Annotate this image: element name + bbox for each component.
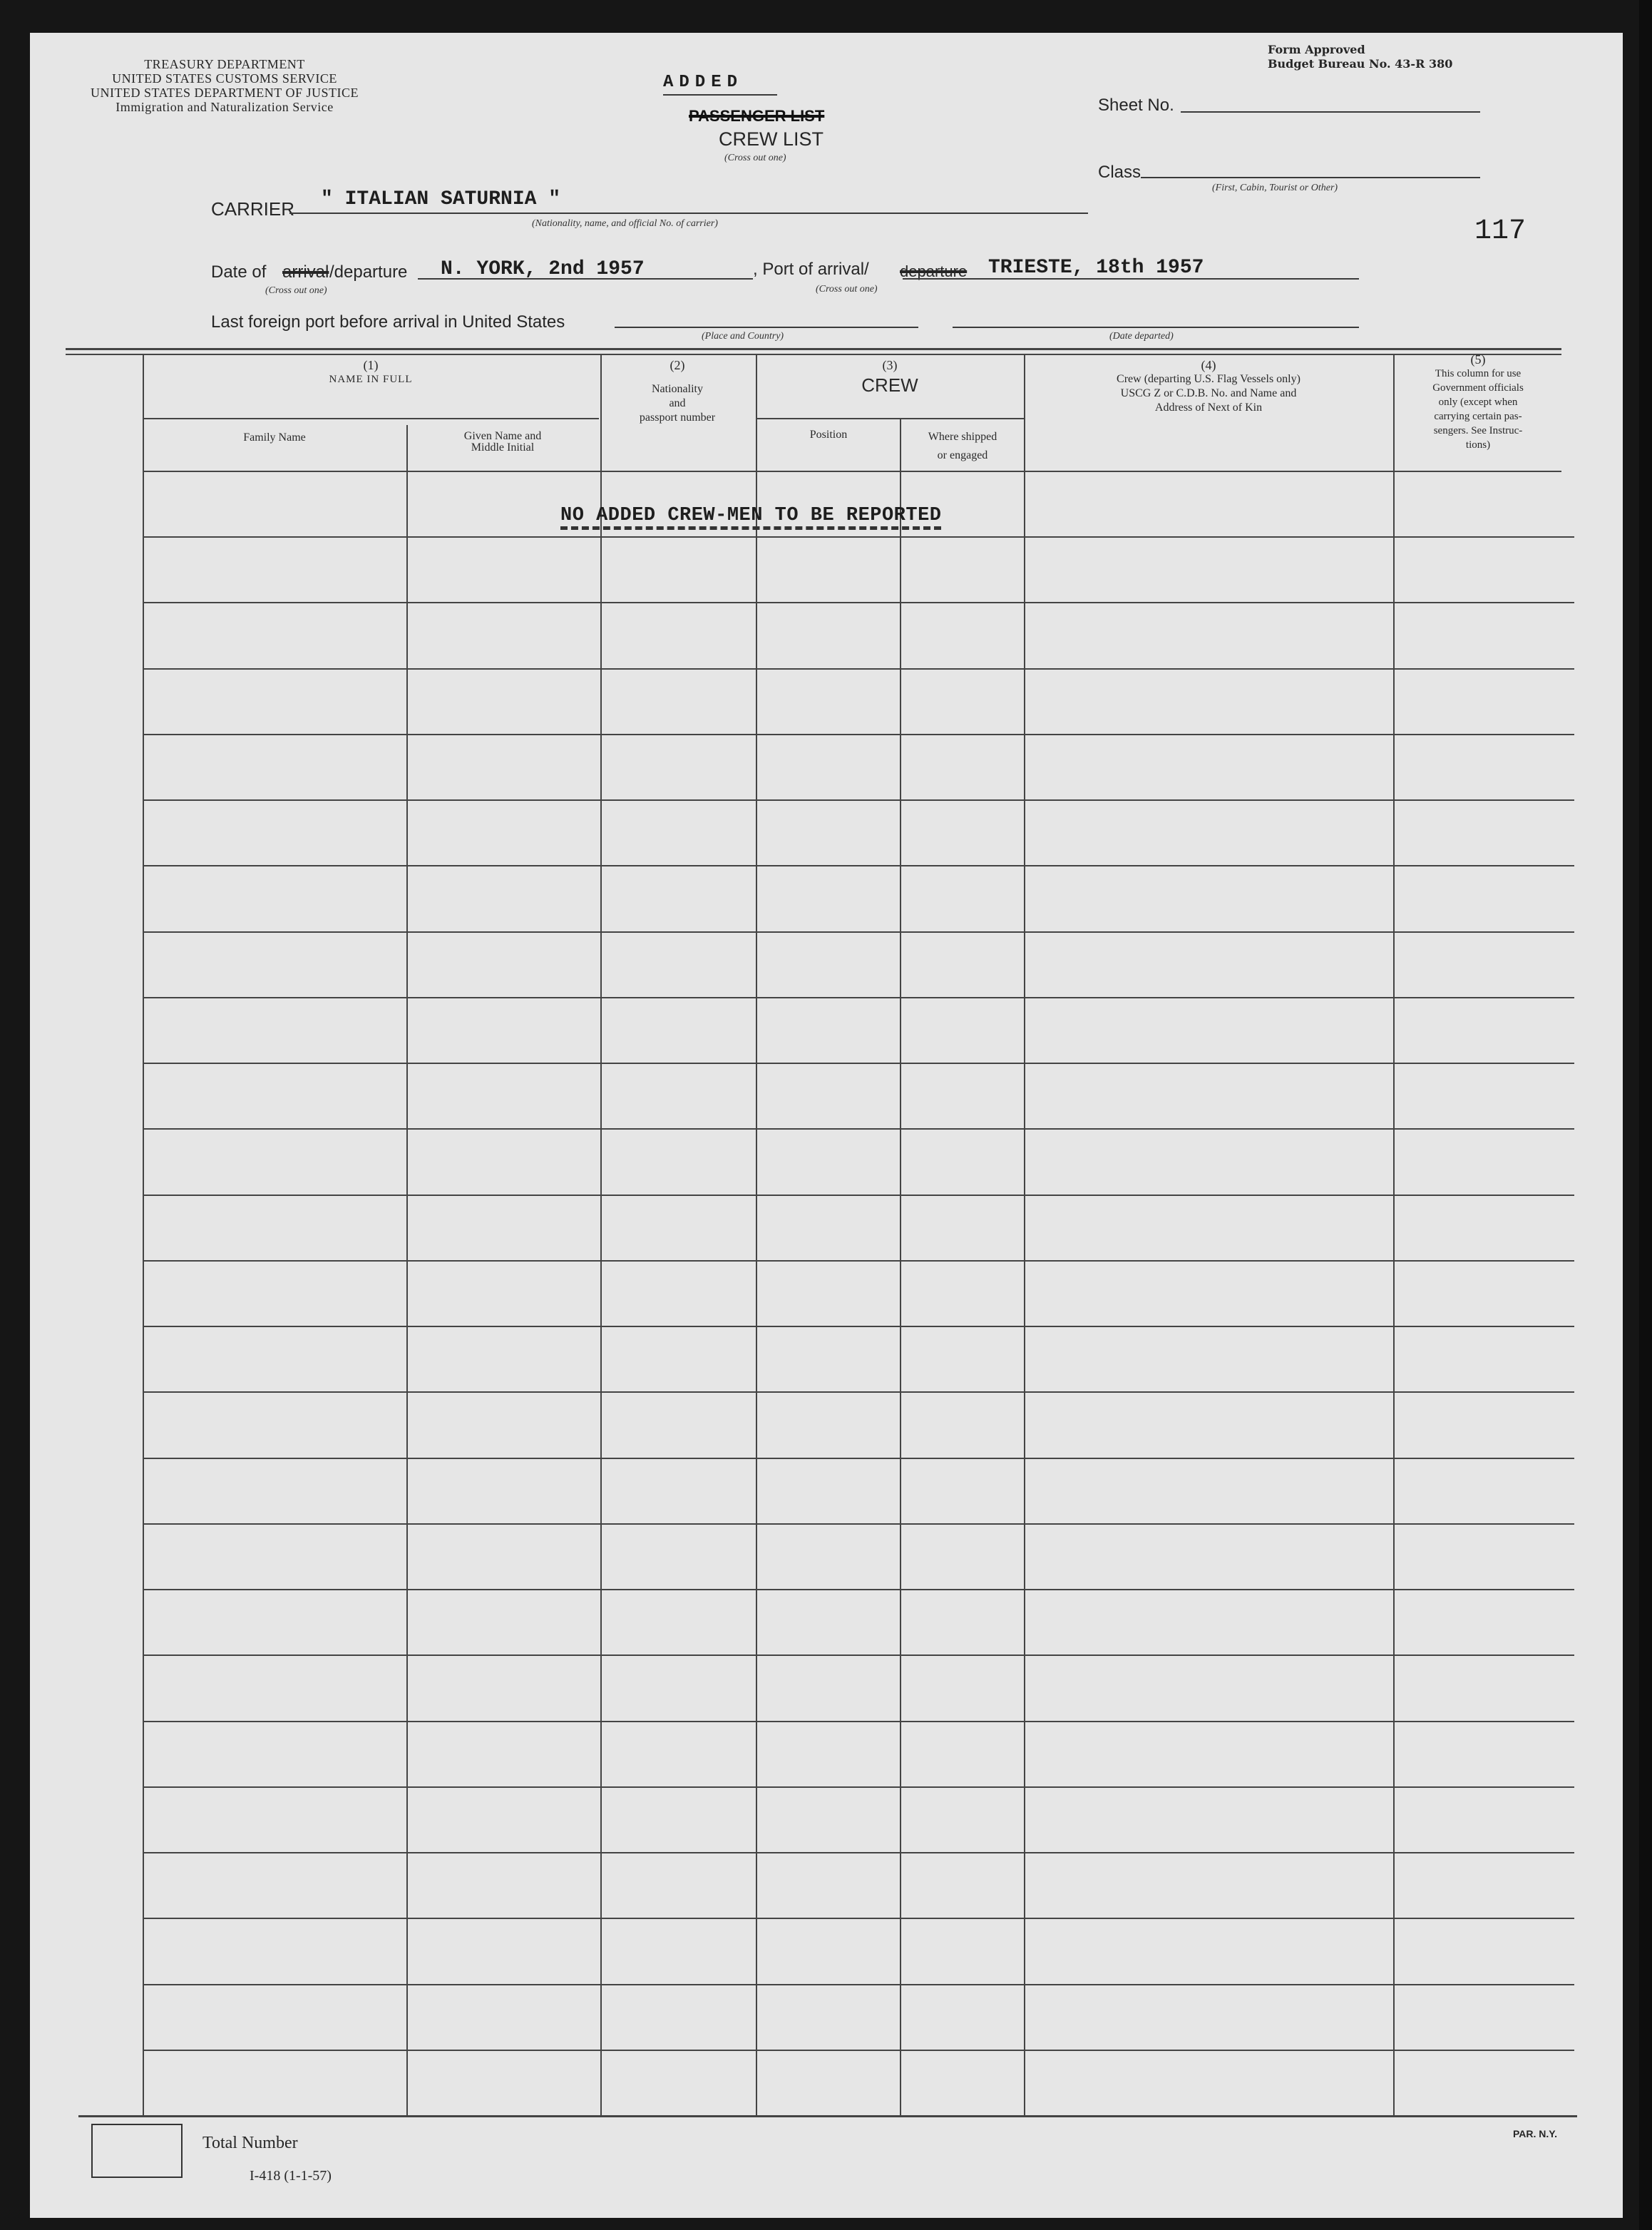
class-note: (First, Cabin, Tourist or Other) xyxy=(1212,183,1338,193)
col1b-line-2: Middle Initial xyxy=(471,441,535,454)
col5-line-5: sengers. See Instruc- xyxy=(1433,425,1523,436)
col1-number: (1) xyxy=(363,358,379,372)
col1a-header: Family Name xyxy=(243,431,306,444)
table-bottom-rule xyxy=(78,2115,1577,2117)
table-top-rule-2 xyxy=(66,354,1561,355)
col-line-1a-1b xyxy=(406,425,408,2117)
col3-number: (3) xyxy=(882,358,898,372)
table-row-line xyxy=(143,471,1561,472)
departure-value: N. YORK, 2nd 1957 xyxy=(441,258,645,280)
date-departed-line xyxy=(953,327,1359,328)
typed-note-text: NO ADDED CREW-MEN TO BE REPORTED xyxy=(560,505,941,530)
port-value: TRIESTE, 18th 1957 xyxy=(988,257,1204,279)
col4-number: (4) xyxy=(1201,358,1216,372)
table-row-line xyxy=(143,997,1574,998)
typed-note xyxy=(560,505,941,526)
total-number-label: Total Number xyxy=(202,2134,298,2152)
table-row-line xyxy=(143,1918,1574,1919)
col4-line-1: Crew (departing U.S. Flag Vessels only) xyxy=(1117,373,1300,385)
table-row-line xyxy=(143,2050,1574,2051)
date-of-struck: arrival xyxy=(282,262,329,282)
passenger-list-struck: PASSENGER LIST xyxy=(689,107,825,125)
col2-line-1: Nationality xyxy=(652,383,703,395)
departure-label: /departure xyxy=(329,262,408,282)
table-row-line xyxy=(143,668,1574,670)
col2-line-2: and xyxy=(669,397,686,409)
table-row-line xyxy=(143,1721,1574,1722)
agency-line-3: UNITED STATES DEPARTMENT OF JUSTICE xyxy=(90,86,359,100)
col2-number: (2) xyxy=(669,358,685,372)
agency-line-4: Immigration and Naturalization Service xyxy=(116,100,334,114)
col4-header xyxy=(1025,358,1392,415)
date-departed-note: (Date departed) xyxy=(1109,331,1174,342)
col1-subrule xyxy=(143,418,599,419)
carrier-value: " ITALIAN SATURNIA " xyxy=(321,188,561,210)
col4-line-3: Address of Next of Kin xyxy=(1154,401,1263,414)
port-struck: departure xyxy=(900,262,968,280)
table-row-line xyxy=(143,1458,1574,1459)
table-row-line xyxy=(143,1523,1574,1525)
col5-line-2: Government officials xyxy=(1432,382,1524,394)
table-row-line xyxy=(143,1260,1574,1262)
last-port-line xyxy=(615,327,918,328)
table-row-line xyxy=(143,799,1574,801)
table-row-line xyxy=(143,865,1574,866)
port-label: , Port of arrival/ xyxy=(753,260,869,279)
carrier-line xyxy=(289,213,1088,214)
table-row-line xyxy=(143,1852,1574,1853)
sheet-no-line xyxy=(1181,111,1480,113)
sheet-no-label: Sheet No. xyxy=(1098,96,1174,115)
table-row-line xyxy=(143,602,1574,603)
col3b-header xyxy=(901,428,1024,465)
table-row-line xyxy=(143,1984,1574,1985)
col1-title: NAME IN FULL xyxy=(329,374,413,385)
added-underline xyxy=(663,94,777,96)
col3a-header: Position xyxy=(809,429,848,441)
col3b-line-1: Where shipped xyxy=(928,431,997,443)
total-number-box[interactable] xyxy=(91,2124,183,2178)
col3-header xyxy=(756,358,1024,396)
table-row-line xyxy=(143,1654,1574,1656)
date-of-note: (Cross out one) xyxy=(265,285,327,296)
budget-bureau: Budget Bureau No. 43-R 380 xyxy=(1268,57,1453,71)
col4-line-2: USCG Z or C.D.B. No. and Name and xyxy=(1120,387,1297,399)
col3-title: CREW xyxy=(861,374,918,396)
date-of-label: Date of xyxy=(211,262,267,282)
form-approved: Form Approved xyxy=(1268,43,1365,56)
last-port-label: Last foreign port before arrival in United States xyxy=(211,312,565,332)
table-row-line xyxy=(143,1195,1574,1196)
agency-block xyxy=(71,57,378,114)
col5-number: (5) xyxy=(1470,352,1486,367)
col1b-header xyxy=(406,431,599,454)
col5-header xyxy=(1395,352,1561,452)
table-row-line xyxy=(143,734,1574,735)
col3-subrule xyxy=(757,418,1024,419)
carrier-label: CARRIER xyxy=(211,198,295,220)
table-row-line xyxy=(143,1589,1574,1590)
table-row-line xyxy=(143,1391,1574,1393)
scan-edge xyxy=(1639,0,1652,2230)
crew-list-title: CREW LIST xyxy=(719,128,824,150)
printer-mark: PAR. N.Y. xyxy=(1513,2128,1557,2139)
table-row-line xyxy=(143,536,1574,538)
col1b-line-1: Given Name and xyxy=(463,430,542,442)
place-note: (Place and Country) xyxy=(702,331,784,342)
added-label: ADDED xyxy=(663,73,744,92)
col5-line-4: carrying certain pas- xyxy=(1434,411,1522,422)
page-number: 117 xyxy=(1474,215,1527,247)
col5-line-1: This column for use xyxy=(1435,368,1522,379)
col2-header xyxy=(600,358,754,425)
col5-line-6: tions) xyxy=(1465,439,1491,451)
col2-line-3: passport number xyxy=(639,411,716,424)
table-top-rule-1 xyxy=(66,348,1561,350)
carrier-note: (Nationality, name, and official No. of carrier) xyxy=(532,218,718,229)
port-note: (Cross out one) xyxy=(816,284,878,295)
table-row-line xyxy=(143,1326,1574,1327)
class-line xyxy=(1141,177,1480,178)
agency-line-2: UNITED STATES CUSTOMS SERVICE xyxy=(112,71,337,86)
crew-list-note: (Cross out one) xyxy=(724,153,786,163)
agency-line-1: TREASURY DEPARTMENT xyxy=(144,57,305,71)
table-row-line xyxy=(143,1128,1574,1130)
table-row-line xyxy=(143,1786,1574,1788)
col5-line-3: only (except when xyxy=(1438,397,1518,408)
col3b-line-2: or engaged xyxy=(937,449,988,461)
table-row-line xyxy=(143,931,1574,933)
col1-header xyxy=(143,358,599,387)
col-line-3a-3b xyxy=(900,418,901,2117)
table-row-line xyxy=(143,1063,1574,1064)
form-code: I-418 (1-1-57) xyxy=(250,2168,332,2184)
class-label: Class xyxy=(1098,163,1141,182)
